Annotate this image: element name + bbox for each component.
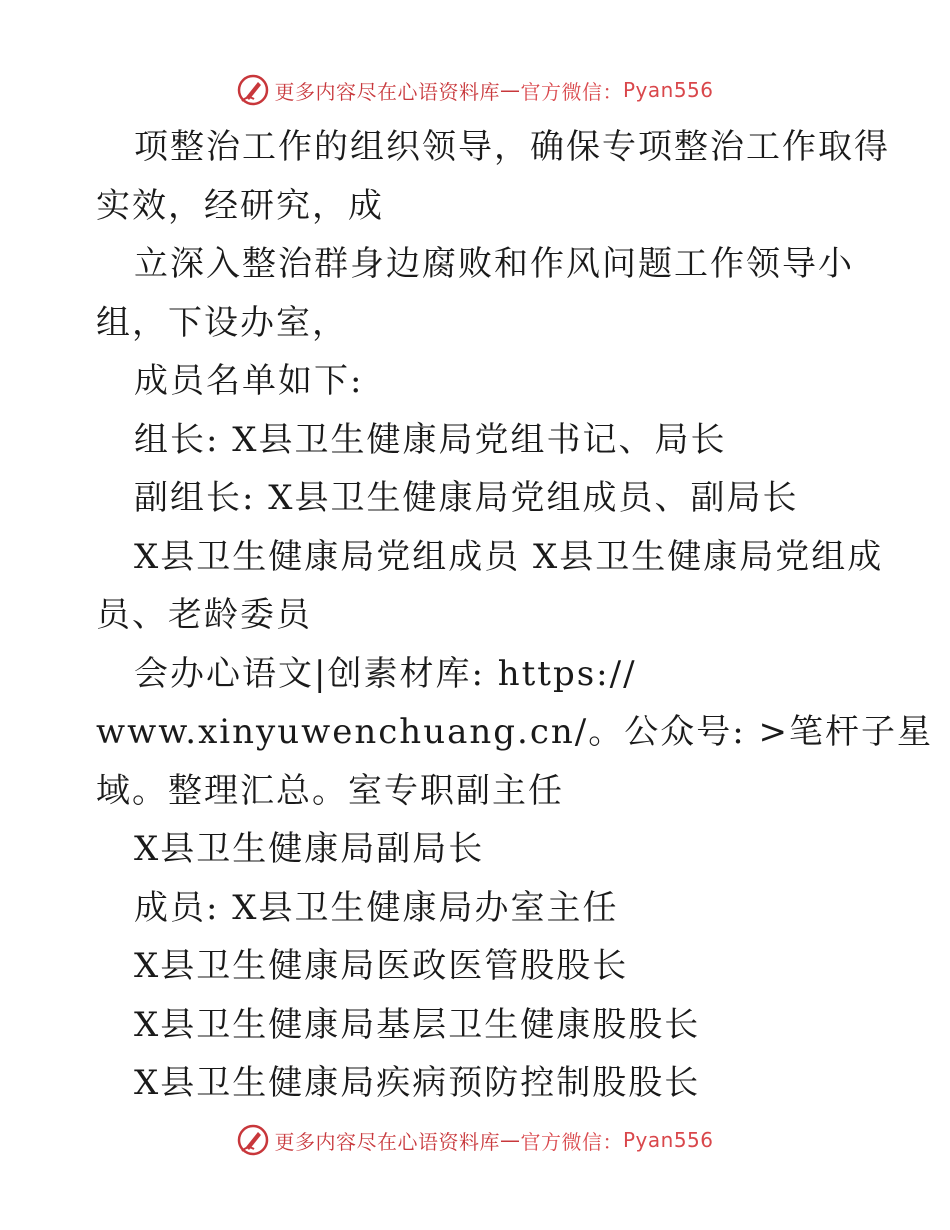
text-line: X县卫生健康局医政医管股股长: [134, 946, 629, 986]
text-line: 立深入整治群身边腐败和作风问题工作领导小: [134, 244, 854, 284]
banner-text: 更多内容尽在心语资料库: [274, 79, 500, 104]
text-line: 组，下设办室，: [96, 302, 348, 343]
text-line: 成员名单如下:: [134, 361, 364, 401]
banner-wechat: Pyan556: [622, 1128, 714, 1152]
text-line: 实效，经研究，成: [96, 185, 384, 226]
text-line: X县卫生健康局基层卫生健康股股长: [134, 1004, 701, 1045]
banner-separator: —: [499, 1128, 521, 1152]
banner-wechat: Pyan556: [622, 78, 714, 102]
text-line: X县卫生健康局副局长: [134, 829, 485, 869]
text-line: 域。整理汇总。室专职副主任: [96, 770, 564, 811]
text-line: 组长: X县卫生健康局党组书记、局长: [134, 419, 727, 460]
text-line: www.xinyuwenchuang.cn/。公众号: >笔杆子星: [96, 712, 933, 752]
banner-text: 更多内容尽在心语资料库: [274, 1129, 500, 1154]
banner-official: 官方微信：: [520, 79, 623, 104]
brand-logo-icon: [236, 73, 270, 107]
text-line: X县卫生健康局疾病预防控制股股长: [134, 1063, 701, 1103]
text-line: 成员: X县卫生健康局办室主任: [134, 887, 619, 928]
text-line: 项整治工作的组织领导，确保专项整治工作取得: [134, 127, 890, 167]
header-banner: [0, 70, 950, 110]
banner-separator: —: [499, 78, 521, 102]
brand-logo-icon: [236, 1123, 270, 1157]
text-line: 副组长: X县卫生健康局党组成员、副局长: [134, 478, 799, 518]
text-line: 员、老龄委员: [96, 595, 312, 635]
footer-banner: [0, 1120, 950, 1160]
text-line: 会办心语文|创素材库: https://: [134, 653, 637, 694]
banner-official: 官方微信：: [520, 1129, 623, 1154]
document-body: [96, 118, 933, 1113]
text-line: X县卫生健康局党组成员 X县卫生健康局党组成: [134, 536, 884, 577]
